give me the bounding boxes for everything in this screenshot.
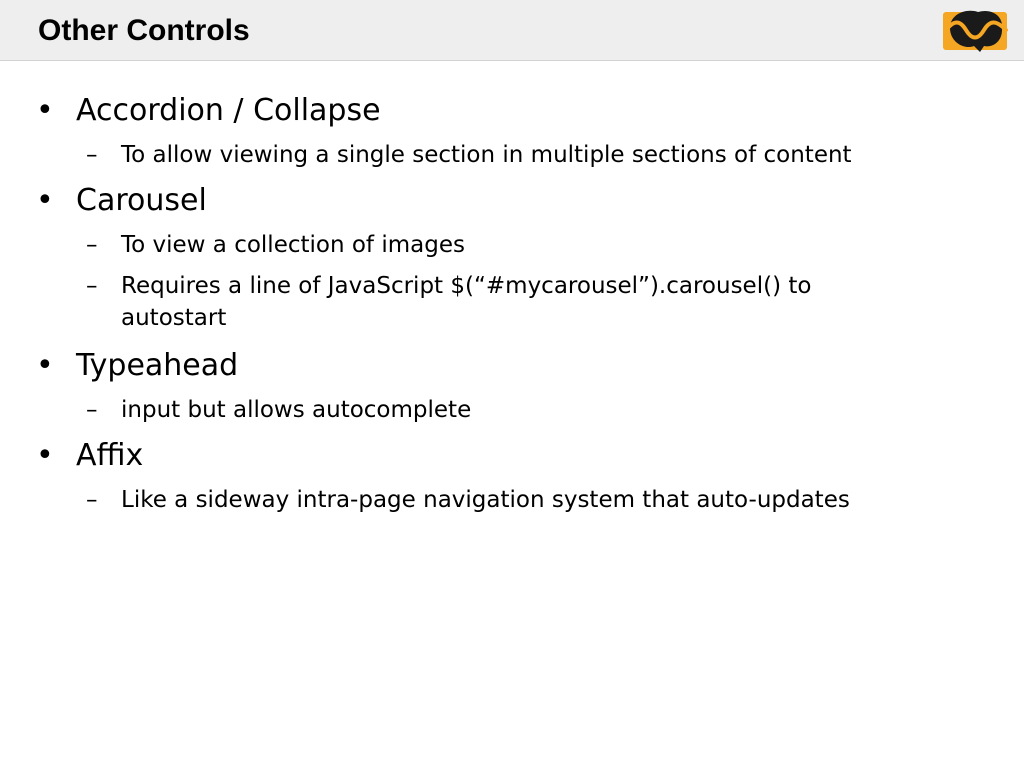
- sub-bullet-text: Like a sideway intra-page navigation system that auto-updates: [121, 487, 850, 513]
- sub-bullet-text: To view a collection of images: [121, 232, 465, 258]
- slide-title: Other Controls: [38, 14, 250, 47]
- bullet-heading: Carousel: [76, 183, 207, 218]
- sub-bullet-text: To allow viewing a single section in multiple sections of content: [121, 142, 852, 168]
- brain-wave-icon: [940, 6, 1010, 55]
- bullet-marker: •: [36, 438, 54, 473]
- sub-bullet-marker: –: [86, 232, 98, 258]
- slide-header: [0, 0, 1024, 61]
- sub-bullet-text: input but allows autocomplete: [121, 397, 472, 423]
- bullet-marker: •: [36, 93, 54, 128]
- bullet-marker: •: [36, 348, 54, 383]
- sub-bullet-marker: –: [86, 487, 98, 513]
- sub-bullet-marker: –: [86, 273, 98, 299]
- bullet-marker: •: [36, 183, 54, 218]
- bullet-heading: Typeahead: [76, 348, 239, 383]
- sub-bullet-marker: –: [86, 142, 98, 168]
- sub-bullet-marker: –: [86, 397, 98, 423]
- sub-bullet-text: Requires a line of JavaScript $(“#mycarousel”).carousel() to autostart: [121, 273, 812, 331]
- bullet-heading: Accordion / Collapse: [76, 93, 381, 128]
- bullet-heading: Affix: [76, 438, 144, 473]
